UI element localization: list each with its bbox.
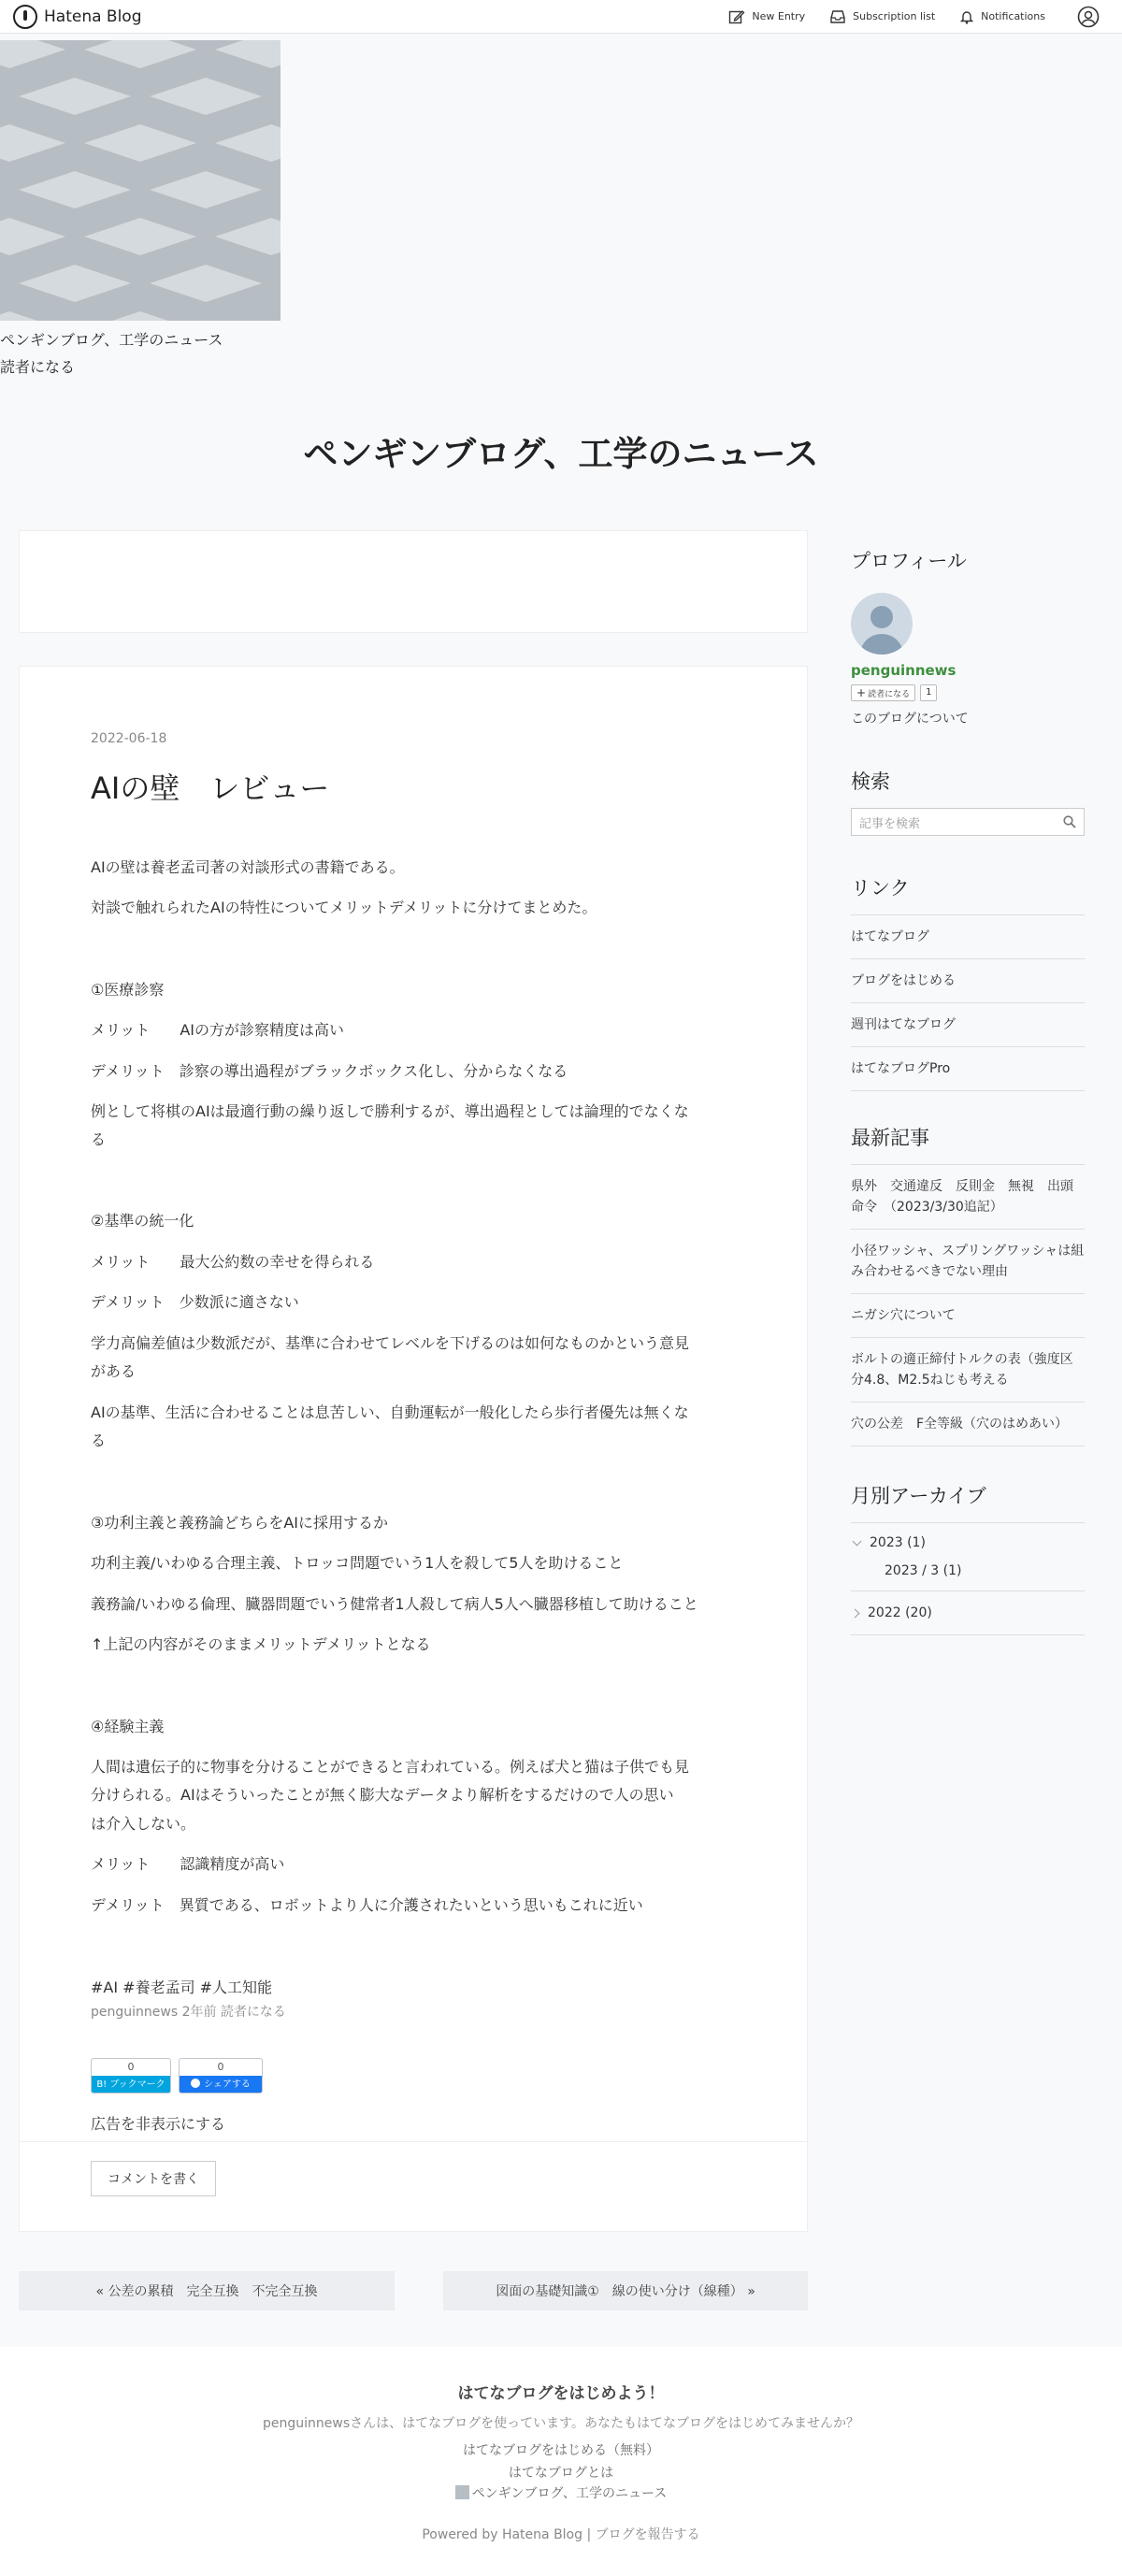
paragraph: ③功利主義と義務論どちらをAIに採用するか	[91, 1514, 389, 1532]
paragraph: ↑上記の内容がそのままメリットデメリットとなる	[91, 1635, 431, 1653]
plus-icon: +	[856, 686, 867, 699]
logo-text: Hatena Blog	[44, 7, 142, 26]
bookmark-count: 0	[127, 2061, 135, 2073]
paragraph: る	[91, 1130, 107, 1148]
sidebar-links	[851, 873, 1085, 1091]
paragraph: る	[91, 1432, 107, 1449]
footer-start-link[interactable]: はてなブログをはじめる（無料）	[463, 2443, 659, 2458]
paragraph: ④経験主義	[91, 1718, 165, 1735]
recent-entry-item[interactable]: ニガシ穴について	[851, 1294, 1085, 1338]
entry-article	[19, 666, 808, 2232]
facebook-icon	[191, 2079, 200, 2088]
paragraph: メリット AIの方が診察精度は高い	[91, 1021, 345, 1039]
search-placeholder: 記事を検索	[859, 816, 921, 831]
hatena-logo-icon	[13, 5, 37, 29]
paragraph: デメリット 異質である、ロボットより人に介護されたいという思いもこれに近い	[91, 1896, 643, 1914]
new-entry-link[interactable]	[728, 9, 805, 24]
header-blog-name[interactable]: ペンギンブログ、工学のニュース	[0, 331, 223, 349]
archive-year-2022[interactable]	[851, 1591, 1085, 1635]
paragraph: は介入しない。	[91, 1815, 196, 1833]
paragraph: AIの基準、生活に合わせることは息苦しい、自動運転が一般化したら歩行者優先は無くな	[91, 1403, 689, 1421]
paragraph: 義務論/いわゆる倫理、臓器問題でいう健常者1人殺して病人5人へ臓器移植して助けること	[91, 1595, 698, 1613]
recent-entry-item[interactable]: 小径ワッシャ、スプリングワッシャは組み合わせるべきでない理由	[851, 1230, 1085, 1294]
facebook-share-button[interactable]	[179, 2058, 263, 2094]
bookmark-label: B! ブックマーク	[92, 2076, 170, 2094]
paragraph: AIの壁は養老孟司著の対談形式の書籍である。	[91, 858, 405, 876]
bell-icon	[959, 9, 974, 24]
next-entry-link[interactable]: 図面の基礎知識① 線の使い分け（線種） »	[443, 2271, 808, 2310]
paragraph: 人間は遺伝子的に物事を分けることができると言われている。例えば犬と猫は子供でも見	[91, 1758, 690, 1776]
paragraph: 学力高偏差値は少数派だが、基準に合わせてレベルを下げるのは如何なものかという意見	[91, 1334, 690, 1352]
profile-heading: プロフィール	[851, 550, 967, 572]
archive-heading: 月別アーカイブ	[851, 1485, 986, 1507]
recent-entry-item[interactable]: 穴の公差 F全等級（穴のはめあい）	[851, 1403, 1085, 1446]
sidebar-profile	[851, 546, 1085, 727]
paragraph: がある	[91, 1362, 137, 1380]
about-blog-link[interactable]: このブログについて	[851, 712, 969, 727]
archive-list	[851, 1522, 1085, 1635]
blog-header-image[interactable]	[0, 40, 280, 321]
entry-date[interactable]: 2022-06-18	[91, 731, 167, 746]
search-icon[interactable]	[1063, 815, 1076, 828]
share-count: 0	[217, 2061, 224, 2073]
sidebar-subscribe-button[interactable]	[851, 684, 915, 701]
subscriber-count: 1	[920, 684, 937, 701]
sidebar-archive	[851, 1481, 1085, 1635]
paragraph: メリット 最大公約数の幸せを得られる	[91, 1253, 375, 1271]
footer-heading: はてなブログをはじめよう！	[457, 2384, 665, 2403]
new-entry-label: New Entry	[752, 10, 806, 22]
share-label-text: シェアする	[204, 2080, 251, 2090]
chevron-right-icon	[851, 1608, 860, 1618]
entry-tags[interactable]: #AI #養老孟司 #人工知能	[91, 1979, 273, 1996]
paragraph: ②基準の統一化	[91, 1212, 194, 1230]
footer-blog-link[interactable]	[0, 2483, 1122, 2502]
recent-heading: 最新記事	[851, 1127, 929, 1149]
inbox-icon	[829, 9, 846, 24]
sidebar-recent	[851, 1123, 1085, 1446]
footer-blog-link-label: ペンギンブログ、工学のニュース	[471, 2486, 668, 2501]
header-pattern-image	[0, 40, 280, 321]
sidebar-subscribe-label: 読者になる	[868, 689, 911, 699]
search-input[interactable]	[851, 808, 1085, 836]
entry-title[interactable]: AIの壁 レビュー	[91, 770, 330, 806]
blog-title[interactable]: ペンギンブログ、工学のニュース	[303, 434, 819, 474]
recent-entry-item[interactable]: 県外 交通違反 反則金 無視 出頭命令 （2023/3/30追記）	[851, 1165, 1085, 1230]
entry-divider	[20, 2141, 807, 2142]
search-heading: 検索	[851, 770, 890, 793]
hatena-logo[interactable]	[13, 5, 142, 29]
archive-year-2023-toggle[interactable]	[851, 1533, 1085, 1553]
top-nav	[704, 6, 1100, 28]
paragraph: メリット 認識精度が高い	[91, 1855, 285, 1873]
paragraph: 対談で触れられたAIの特性についてメリットデメリットに分けてまとめた。	[91, 899, 597, 916]
paragraph: ①医療診察	[91, 981, 165, 999]
sidebar-search	[851, 767, 1085, 836]
notifications-label: Notifications	[981, 10, 1045, 22]
archive-year-2022-label: 2022 (20)	[868, 1605, 932, 1620]
paragraph: デメリット 少数派に適さない	[91, 1293, 299, 1311]
chevron-down-icon	[853, 1536, 862, 1546]
user-avatar-icon	[1077, 6, 1100, 28]
top-bar	[0, 0, 1122, 34]
prev-entry-link[interactable]: « 公差の累積 完全互換 不完全互換	[19, 2271, 395, 2310]
subscription-list-label: Subscription list	[853, 10, 936, 22]
sidebar-link-item[interactable]: はてなブログPro	[851, 1047, 1085, 1091]
hide-ads-link[interactable]: 広告を非表示にする	[91, 2115, 226, 2133]
footer-powered-by[interactable]: Powered by Hatena Blog | ブログを報告する	[422, 2527, 700, 2542]
paragraph: 分けられる。AIはそういったことが無く膨大なデータより解析をするだけので人の思い	[91, 1786, 674, 1804]
edit-icon	[728, 9, 745, 24]
share-buttons	[91, 2058, 270, 2094]
subscription-list-link[interactable]	[829, 9, 935, 24]
archive-year-2023-label: 2023 (1)	[870, 1535, 926, 1550]
write-comment-button[interactable]: コメントを書く	[91, 2161, 216, 2196]
header-subscribe-link[interactable]: 読者になる	[0, 358, 76, 376]
footer-about-link[interactable]: はてなブログとは	[508, 2466, 614, 2481]
user-menu-button[interactable]	[1077, 6, 1100, 28]
links-heading: リンク	[851, 877, 910, 899]
ad-placeholder	[19, 530, 808, 633]
sidebar-link-item[interactable]: 週刊はてなブログ	[851, 1003, 1085, 1047]
blog-favicon-icon	[455, 2485, 469, 2499]
footer-description: penguinnewsさんは、はてなブログを使っています。あなたもはてなブログをはじめてみませんか？	[262, 2416, 859, 2431]
profile-username[interactable]: penguinnews	[851, 662, 957, 679]
archive-month-2023-3[interactable]: 2023 / 3 (1)	[885, 1563, 962, 1578]
profile-avatar[interactable]	[851, 593, 913, 655]
links-list	[851, 914, 1085, 1091]
paragraph: 例として将棋のAIは最適行動の繰り返しで勝利するが、導出過程としては論理的でなくな	[91, 1102, 689, 1120]
archive-year-2023	[851, 1523, 1085, 1591]
footer	[0, 2347, 1122, 2576]
sidebar-link-item[interactable]: ブログをはじめる	[851, 959, 1085, 1003]
hatena-bookmark-button[interactable]	[91, 2058, 171, 2094]
avatar-icon	[851, 593, 913, 655]
paragraph: デメリット 診察の導出過程がブラックボックス化し、分からなくなる	[91, 1062, 568, 1080]
notifications-link[interactable]	[959, 9, 1045, 24]
recent-entry-item[interactable]: ボルトの適正締付トルクの表（強度区分4.8、M2.5ねじも考える	[851, 1338, 1085, 1403]
paragraph: 功利主義/いわゆる合理主義、トロッコ問題でいう1人を殺して5人を助けること	[91, 1554, 624, 1572]
sidebar-link-item[interactable]: はてなブログ	[851, 915, 1085, 959]
entry-meta[interactable]: penguinnews 2年前 読者になる	[91, 2005, 286, 2020]
recent-list	[851, 1164, 1085, 1446]
share-label	[180, 2076, 262, 2094]
